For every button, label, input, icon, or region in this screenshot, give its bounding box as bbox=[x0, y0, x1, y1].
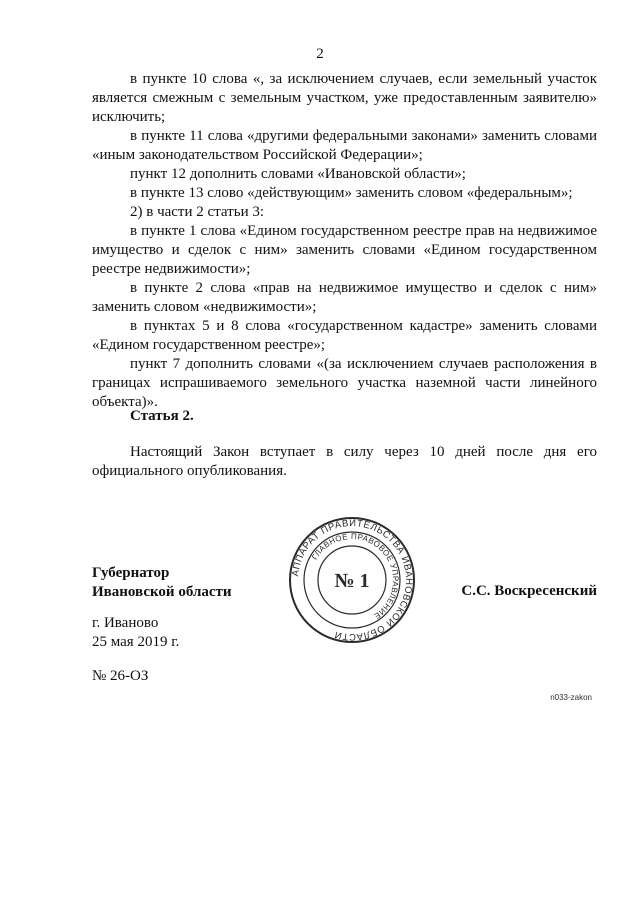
article-text: Настоящий Закон вступает в силу через 10 дней после дня его официального опубликования. bbox=[92, 444, 597, 479]
document-code: n033-zakon bbox=[550, 693, 592, 702]
paragraph: в пункте 2 слова «прав на недвижимое имущество и сделок с ним» заменить словом «недвижимости»; bbox=[92, 280, 597, 315]
paragraph: в пункте 1 слова «Едином государственном реестре прав на недвижимое имущество и сделок с ним» заменить словами «Едином государственном реестре недвижимости»; bbox=[92, 223, 597, 277]
paragraph: в пункте 10 слова «, за исключением случаев, если земельный участок является смежным с земельным участком, уже предоставленным заявителю» исключить; bbox=[92, 71, 597, 125]
paragraph: пункт 12 дополнить словами «Ивановской области»; bbox=[130, 166, 466, 182]
paragraph: в пункте 13 слово «действующим» заменить словом «федеральным»; bbox=[130, 185, 573, 201]
place: г. Иваново bbox=[92, 615, 159, 631]
signatory-name: С.С. Воскресенский bbox=[461, 583, 597, 599]
signatory-title-line1: Губернатор bbox=[92, 565, 170, 581]
amendments-body bbox=[92, 70, 597, 412]
official-seal bbox=[288, 516, 416, 644]
paragraph: в пункте 11 слова «другими федеральными законами» заменить словами «иным законодательством Российской Федерации»; bbox=[92, 128, 597, 163]
paragraph: пункт 7 дополнить словами «(за исключением случаев расположения в границах испрашиваемого земельного участка наземной части линейного объекта)». bbox=[92, 356, 597, 410]
signatory-title-line2: Ивановской области bbox=[92, 584, 232, 600]
place-date bbox=[92, 614, 179, 652]
seal-number: № 1 bbox=[334, 570, 370, 592]
paragraph: 2) в части 2 статьи 3: bbox=[130, 204, 265, 220]
signatory-title bbox=[92, 564, 232, 602]
seal-outer-text: АППАРАТ ПРАВИТЕЛЬСТВА ИВАНОВСКОЙ ОБЛАСТИ bbox=[290, 517, 415, 643]
page-number: 2 bbox=[316, 46, 324, 62]
seal-inner-text: ГЛАВНОЕ ПРАВОВОЕ УПРАВЛЕНИЕ bbox=[310, 531, 401, 621]
law-number: № 26-ОЗ bbox=[92, 668, 149, 684]
date: 25 мая 2019 г. bbox=[92, 634, 180, 650]
paragraph: в пунктах 5 и 8 слова «государственном кадастре» заменить словами «Едином государственном реестре»; bbox=[92, 318, 597, 353]
article-heading: Статья 2. bbox=[130, 408, 194, 424]
